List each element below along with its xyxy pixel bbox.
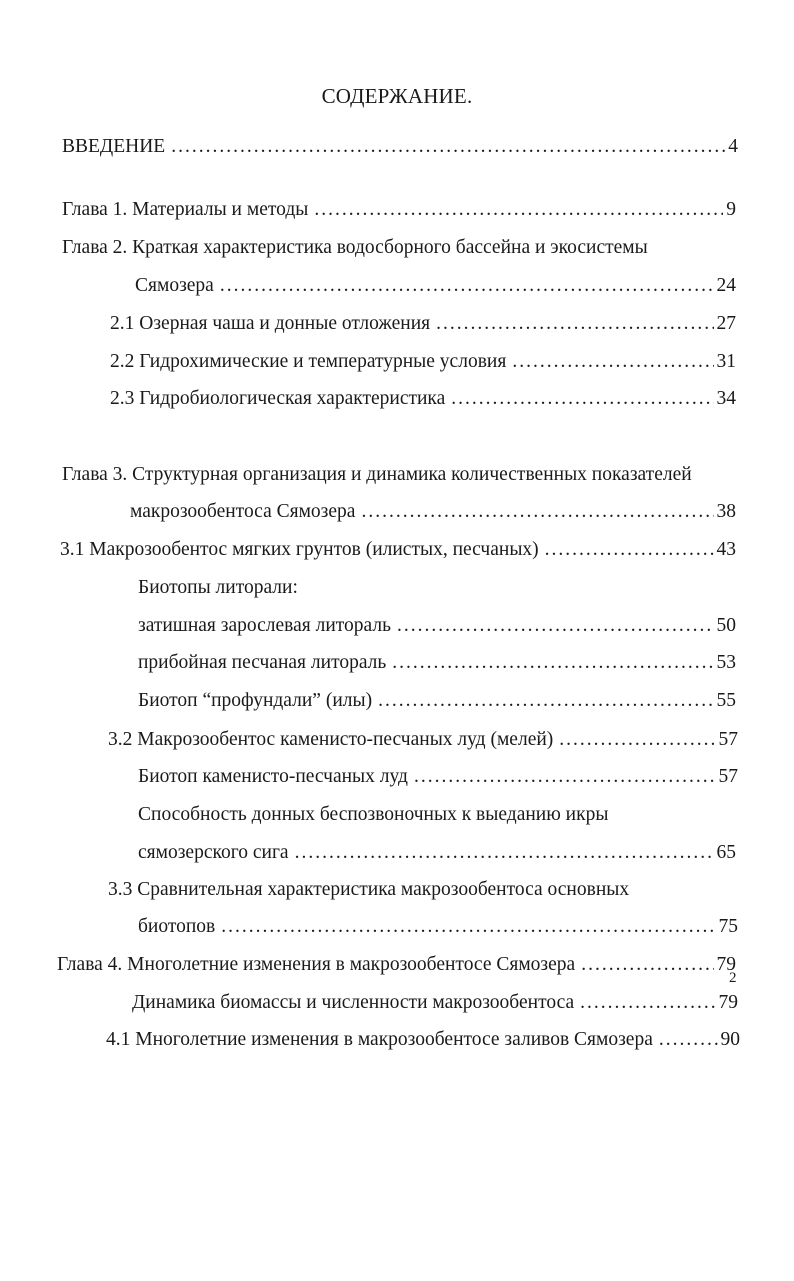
toc-entry-title: Биотоп каменисто-песчаных луд <box>138 766 408 787</box>
toc-entry-chapter-2[interactable] <box>135 273 736 299</box>
toc-entry-section-2-1[interactable] <box>110 311 736 337</box>
toc-entry-sheltered-littoral[interactable] <box>138 613 736 639</box>
toc-entry-surf-littoral[interactable] <box>138 650 736 676</box>
toc-leader-dots <box>580 990 715 1016</box>
toc-entry-section-3-3-line1[interactable]: 3.3 Сравнительная характеристика макрозообентоса основных <box>108 879 630 900</box>
toc-leader-dots <box>314 197 723 223</box>
toc-entry-page: 90 <box>720 1029 740 1050</box>
toc-subheading-littoral: Биотопы литорали: <box>138 577 298 598</box>
toc-entry-section-3-3[interactable] <box>138 914 738 940</box>
toc-entry-title: 3.1 Макрозообентос мягких грунтов (илистых, песчаных) <box>60 539 539 560</box>
toc-entry-title: сямозерского сига <box>138 842 289 863</box>
toc-entry-section-4-1[interactable] <box>106 1027 740 1053</box>
toc-entry-chapter-3[interactable] <box>130 499 736 525</box>
toc-entry-page: 43 <box>716 539 736 560</box>
toc-entry-page: 75 <box>718 916 738 937</box>
toc-entry-stony-biotope[interactable] <box>138 764 738 790</box>
toc-entry-page: 24 <box>716 275 736 296</box>
toc-leader-dots <box>392 650 713 676</box>
toc-entry-page: 9 <box>726 199 736 220</box>
toc-entry-page: 57 <box>718 729 738 750</box>
toc-leader-dots <box>378 688 713 714</box>
toc-entry-chapter-3-line1[interactable]: Глава 3. Структурная организация и динамика количественных показателей <box>62 464 692 485</box>
toc-entry-title: Сямозера <box>135 275 214 296</box>
toc-leader-dots <box>659 1027 718 1053</box>
toc-entry-page: 79 <box>716 954 736 975</box>
toc-entry-page: 65 <box>716 842 736 863</box>
toc-entry-title: ВВЕДЕНИЕ <box>62 136 166 157</box>
toc-leader-dots <box>559 727 715 753</box>
toc-entry-title: Динамика биомассы и численности макрозообентоса <box>132 992 575 1013</box>
toc-entry-page: 27 <box>716 313 736 334</box>
toc-entry-page: 57 <box>718 766 738 787</box>
toc-entry-page: 50 <box>716 615 736 636</box>
toc-entry-chapter-1[interactable] <box>62 197 736 223</box>
toc-entry-title: 2.1 Озерная чаша и донные отложения <box>110 313 431 334</box>
toc-entry-title: макрозообентоса Сямозера <box>130 501 356 522</box>
toc-entry-title: 2.2 Гидрохимические и температурные условия <box>110 351 507 372</box>
toc-leader-dots <box>414 764 716 790</box>
toc-entry-title: Биотоп “профундали” (илы) <box>138 690 373 711</box>
page-number: 2 <box>729 970 737 986</box>
toc-leader-dots <box>512 349 713 375</box>
toc-entry-page: 4 <box>728 136 738 157</box>
toc-entry-roe-line1[interactable]: Способность донных беспозвоночных к выеданию икры <box>138 804 609 825</box>
toc-leader-dots <box>221 914 715 940</box>
toc-entry-section-3-1[interactable] <box>60 537 736 563</box>
toc-entry-section-3-2[interactable] <box>108 727 738 753</box>
toc-entry-dynamics[interactable] <box>132 990 738 1016</box>
toc-leader-dots <box>581 952 713 978</box>
toc-leader-dots <box>220 273 714 299</box>
toc-entry-title: прибойная песчаная литораль <box>138 652 387 673</box>
toc-entry-page: 79 <box>718 992 738 1013</box>
toc-entry-chapter-2-line1[interactable]: Глава 2. Краткая характеристика водосборного бассейна и экосистемы <box>62 237 648 258</box>
toc-entry-page: 38 <box>716 501 736 522</box>
toc-entry-profundal[interactable] <box>138 688 736 714</box>
toc-entry-title: биотопов <box>138 916 216 937</box>
toc-entry-roe[interactable] <box>138 840 736 866</box>
toc-entry-title: 4.1 Многолетние изменения в макрозообентосе заливов Сямозера <box>106 1029 653 1050</box>
toc-entry-title: Глава 4. Многолетние изменения в макрозообентосе Сямозера <box>57 954 576 975</box>
toc-entry-title: 2.3 Гидробиологическая характеристика <box>110 388 446 409</box>
toc-entry-page: 34 <box>716 388 736 409</box>
toc-entry-intro[interactable] <box>62 134 738 160</box>
toc-entry-page: 53 <box>716 652 736 673</box>
toc-leader-dots <box>361 499 713 525</box>
toc-leader-dots <box>545 537 714 563</box>
toc-entry-title: затишная зарослевая литораль <box>138 615 391 636</box>
toc-entry-section-2-3[interactable] <box>110 386 736 412</box>
toc-leader-dots <box>295 840 714 866</box>
toc-leader-dots <box>397 613 714 639</box>
toc-leader-dots <box>436 311 713 337</box>
toc-entry-chapter-4[interactable] <box>57 952 736 978</box>
toc-leader-dots <box>171 134 725 160</box>
page-title: СОДЕРЖАНИЕ. <box>321 84 473 108</box>
toc-entry-page: 31 <box>716 351 736 372</box>
toc-entry-page: 55 <box>716 690 736 711</box>
toc-entry-title: Глава 1. Материалы и методы <box>62 199 309 220</box>
toc-leader-dots <box>451 386 713 412</box>
toc-entry-title: 3.2 Макрозообентос каменисто-песчаных луд (мелей) <box>108 729 554 750</box>
toc-entry-section-2-2[interactable] <box>110 349 736 375</box>
